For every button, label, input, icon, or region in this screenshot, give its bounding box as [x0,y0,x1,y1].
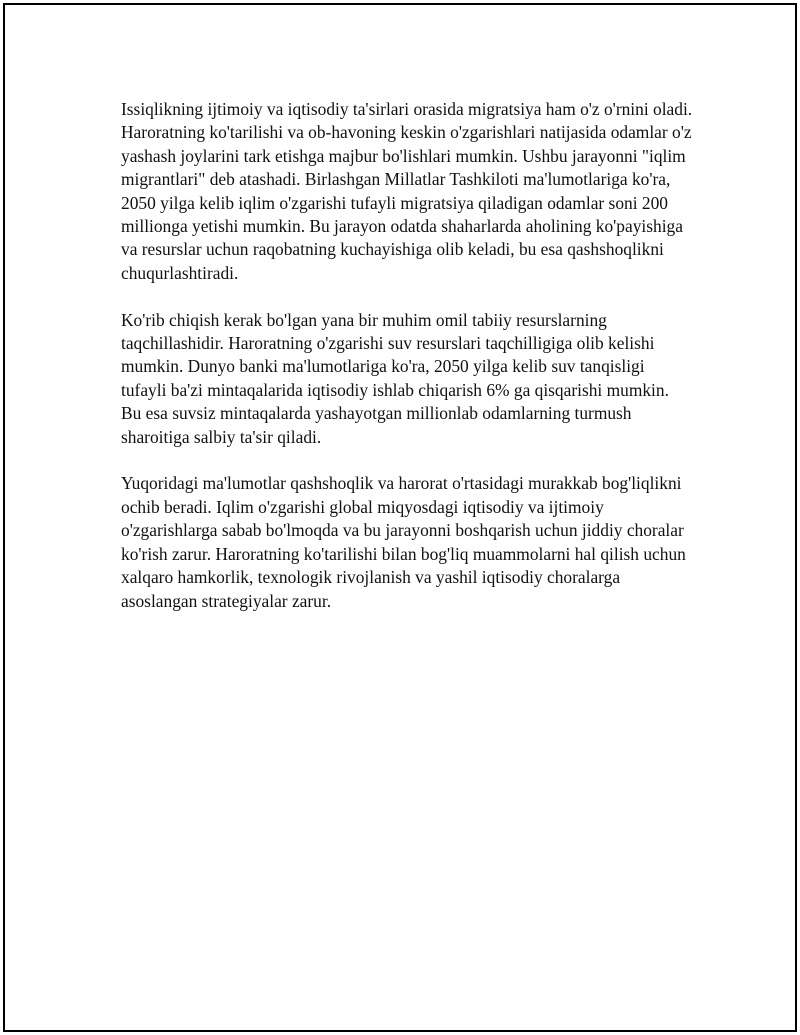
paragraph-resources: Ko'rib chiqish kerak bo'lgan yana bir muhim omil tabiiy resurslarning taqchillashidir. Haroratning o'zgarishi suv resurslari taqchilligiga olib kelishi mumkin. Dunyo banki ma'lumotlariga ko'ra, 2050 yilga kelib suv tanqisligi tufayli ba'zi mintaqalarida iqtisodiy ishlab chiqarish 6% ga qisqarishi mumkin. Bu esa suvsiz mintaqalarda yashayotgan millionlab odamlarning turmush sharoitiga salbiy ta'sir qiladi. [121,309,669,447]
document-body [121,98,693,636]
paragraph-migration: Issiqlikning ijtimoiy va iqtisodiy ta'sirlari orasida migratsiya ham o'z o'rnini oladi. Haroratning ko'tarilishi va ob-havoning keskin o'zgarishlari natijasida odamlar o'z yashash joylarini tark etishga majbur bo'lishlari mumkin. Ushbu jarayonni "iqlim migrantlari" deb atashadi. Birlashgan Millatlar Tashkiloti ma'lumotlariga ko'ra, 2050 yilga kelib iqlim o'zgarishi tufayli migratsiya qiladigan odamlar soni 200 millionga yetishi mumkin. Bu jarayon odatda shaharlarda aholining ko'payishiga va resurslar uchun raqobatning kuchayishiga olib keladi, bu esa qashshoqlikni chuqurlashtiradi. [121,99,693,283]
paragraph-conclusion: Yuqoridagi ma'lumotlar qashshoqlik va harorat o'rtasidagi murakkab bog'liqlikni ochib beradi. Iqlim o'zgarishi global miqyosdagi iqtisodiy va ijtimoiy o'zgarishlarga sabab bo'lmoqda va bu jarayonni boshqarish uchun jiddiy choralar ko'rish zarur. Haroratning ko'tarilishi bilan bog'liq muammolarni hal qilish uchun xalqaro hamkorlik, texnologik rivojlanish va yashil iqtisodiy choralarga asoslangan strategiyalar zarur. [121,473,686,611]
document-page [3,3,797,1032]
